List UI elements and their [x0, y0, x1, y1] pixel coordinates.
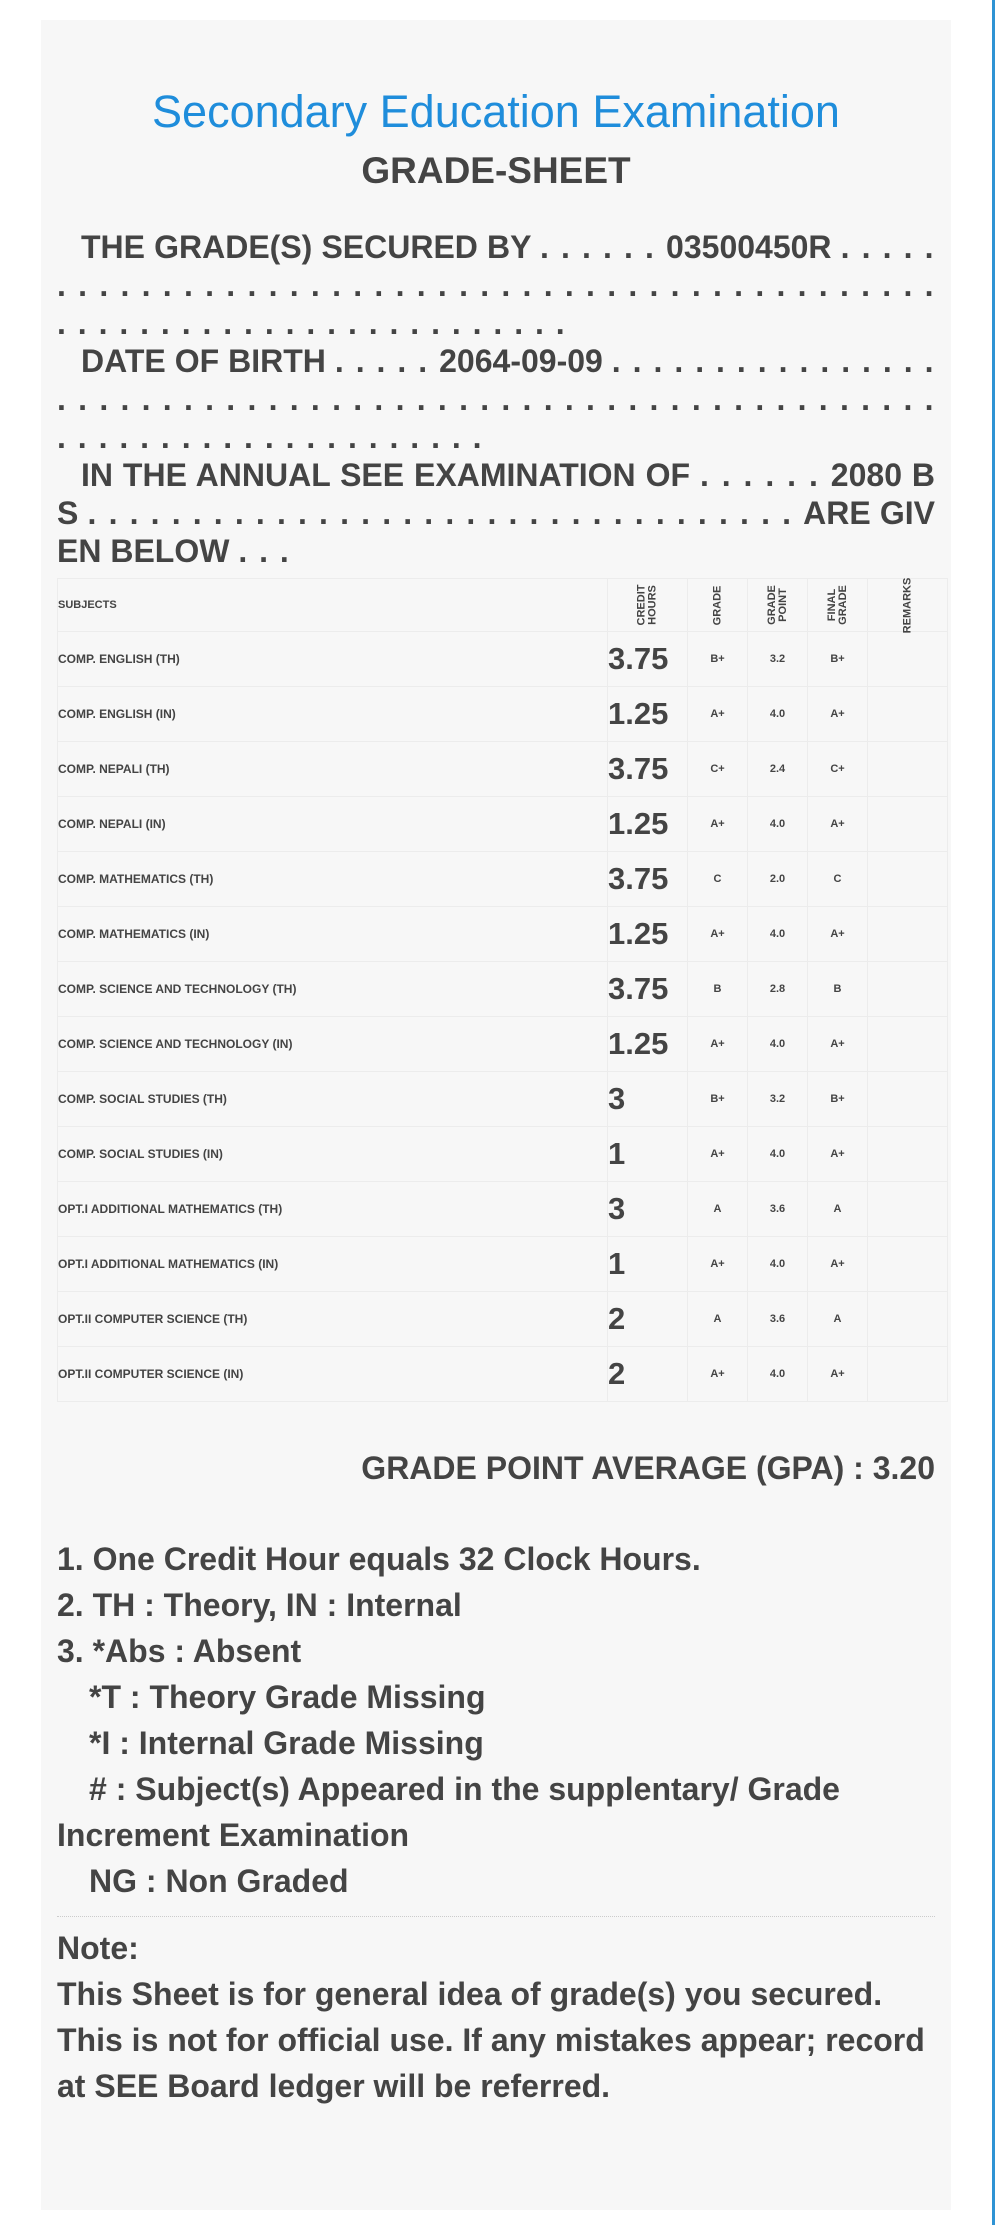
- subject-cell: COMP. MATHEMATICS (TH): [58, 852, 608, 907]
- remarks-cell: [868, 962, 948, 1017]
- remarks-cell: [868, 1347, 948, 1402]
- credit-hours-header: CREDIT HOURS: [608, 579, 688, 632]
- table-row: [58, 1237, 948, 1292]
- credit-cell: 3: [608, 1072, 688, 1127]
- final-grade-cell: A+: [808, 1347, 868, 1402]
- credit-cell: 3.75: [608, 962, 688, 1017]
- divider: [57, 1916, 935, 1917]
- final-grade-cell: A+: [808, 1237, 868, 1292]
- table-row: [58, 1072, 948, 1127]
- final-grade-cell: A+: [808, 687, 868, 742]
- dob-label: DATE OF BIRTH: [81, 343, 326, 379]
- table-row: [58, 1182, 948, 1237]
- symbol-number: 03500450R: [666, 229, 832, 265]
- table-row: [58, 907, 948, 962]
- grade-cell: A+: [688, 1017, 748, 1072]
- grade-point-cell: 4.0: [748, 1347, 808, 1402]
- subject-cell: COMP. SCIENCE AND TECHNOLOGY (TH): [58, 962, 608, 1017]
- table-row: [58, 1292, 948, 1347]
- credit-cell: 3.75: [608, 852, 688, 907]
- grade-point-cell: 4.0: [748, 687, 808, 742]
- grade-cell: A+: [688, 1127, 748, 1182]
- legend-line: 3. *Abs : Absent: [57, 1633, 302, 1669]
- grade-cell: A+: [688, 687, 748, 742]
- note-label: Note:: [57, 1930, 139, 1966]
- exam-label: IN THE ANNUAL SEE EXAMINATION OF: [81, 457, 691, 493]
- exam-suffix: ARE GIVEN BELOW: [57, 495, 936, 569]
- subject-cell: OPT.II COMPUTER SCIENCE (TH): [58, 1292, 608, 1347]
- final-grade-cell: C+: [808, 742, 868, 797]
- grade-cell: B: [688, 962, 748, 1017]
- subject-cell: OPT.II COMPUTER SCIENCE (IN): [58, 1347, 608, 1402]
- remarks-cell: [868, 1237, 948, 1292]
- credit-cell: 1.25: [608, 907, 688, 962]
- subject-cell: COMP. SCIENCE AND TECHNOLOGY (IN): [58, 1017, 608, 1072]
- credit-cell: 1.25: [608, 687, 688, 742]
- table-header-row: [58, 579, 948, 632]
- final-grade-cell: A+: [808, 797, 868, 852]
- grade-point-header: GRADE POINT: [748, 579, 808, 632]
- grade-point-cell: 3.2: [748, 632, 808, 687]
- final-grade-cell: A: [808, 1292, 868, 1347]
- table-row: [58, 1347, 948, 1402]
- legend-line: NG : Non Graded: [89, 1863, 349, 1899]
- final-grade-cell: B: [808, 962, 868, 1017]
- note-section: [57, 1925, 935, 2109]
- grade-cell: A+: [688, 797, 748, 852]
- grade-point-cell: 4.0: [748, 1017, 808, 1072]
- dob-value: 2064-09-09: [439, 343, 603, 379]
- note-text: This Sheet is for general idea of grade(s) you secured. This is not for official use. If any mistakes appear; record at SEE Board ledger will be referred.: [57, 1976, 925, 2104]
- grade-point-cell: 3.6: [748, 1182, 808, 1237]
- table-row: [58, 797, 948, 852]
- table-row: [58, 962, 948, 1017]
- grade-point-cell: 2.4: [748, 742, 808, 797]
- final-grade-cell: C: [808, 852, 868, 907]
- final-grade-cell: A+: [808, 907, 868, 962]
- credit-cell: 1: [608, 1127, 688, 1182]
- table-row: [58, 632, 948, 687]
- remarks-cell: [868, 1182, 948, 1237]
- grade-point-cell: 3.2: [748, 1072, 808, 1127]
- credit-cell: 1.25: [608, 1017, 688, 1072]
- remarks-header: REMARKS: [868, 579, 948, 632]
- remarks-cell: [868, 1292, 948, 1347]
- remarks-cell: [868, 852, 948, 907]
- legend: [57, 1536, 935, 1904]
- grade-point-cell: 3.6: [748, 1292, 808, 1347]
- credit-cell: 3.75: [608, 632, 688, 687]
- grade-point-cell: 4.0: [748, 1237, 808, 1292]
- final-grade-cell: A+: [808, 1017, 868, 1072]
- grade-cell: B+: [688, 1072, 748, 1127]
- legend-line: *T : Theory Grade Missing: [89, 1679, 486, 1715]
- remarks-cell: [868, 632, 948, 687]
- table-row: [58, 1127, 948, 1182]
- credit-cell: 3.75: [608, 742, 688, 797]
- grade-cell: A+: [688, 1347, 748, 1402]
- table-row: [58, 1017, 948, 1072]
- remarks-cell: [868, 797, 948, 852]
- final-grade-cell: A: [808, 1182, 868, 1237]
- credit-cell: 3: [608, 1182, 688, 1237]
- grade-cell: B+: [688, 632, 748, 687]
- credit-cell: 1: [608, 1237, 688, 1292]
- final-grade-header: FINAL GRADE: [808, 579, 868, 632]
- subject-cell: COMP. NEPALI (TH): [58, 742, 608, 797]
- table-row: [58, 852, 948, 907]
- legend-line: # : Subject(s) Appeared in the supplentary/ Grade Increment Examination: [57, 1771, 840, 1853]
- table-row: [58, 687, 948, 742]
- page-title: Secondary Education Examination: [152, 86, 840, 137]
- credit-cell: 1.25: [608, 797, 688, 852]
- secured-by-line: THE GRADE(S) SECURED BY . . . . . . 03500450R . . . . . . . . . . . . . . . . . . . . . . . . . . . . . . . . . . . . . . . . . . . . . . . . . . . . . . . . . . . . . . . . . . . . . . . .: [57, 229, 936, 341]
- final-grade-cell: B+: [808, 1072, 868, 1127]
- final-grade-cell: A+: [808, 1127, 868, 1182]
- subject-cell: COMP. SOCIAL STUDIES (TH): [58, 1072, 608, 1127]
- grade-point-cell: 2.8: [748, 962, 808, 1017]
- remarks-cell: [868, 687, 948, 742]
- grade-cell: C: [688, 852, 748, 907]
- grade-cell: A+: [688, 907, 748, 962]
- subject-cell: COMP. SOCIAL STUDIES (IN): [58, 1127, 608, 1182]
- grade-point-cell: 4.0: [748, 1127, 808, 1182]
- legend-line: 1. One Credit Hour equals 32 Clock Hours.: [57, 1541, 701, 1577]
- grade-header: GRADE: [688, 579, 748, 632]
- grade-cell: A: [688, 1182, 748, 1237]
- subject-cell: COMP. ENGLISH (TH): [58, 632, 608, 687]
- subject-cell: COMP. NEPALI (IN): [58, 797, 608, 852]
- grades-table: [57, 578, 948, 1402]
- remarks-cell: [868, 1017, 948, 1072]
- table-row: [58, 742, 948, 797]
- subject-cell: OPT.I ADDITIONAL MATHEMATICS (TH): [58, 1182, 608, 1237]
- grade-cell: C+: [688, 742, 748, 797]
- exam-line: IN THE ANNUAL SEE EXAMINATION OF . . . . . . 2080 BS . . . . . . . . . . . . . . . . . . . . . . . . . . . . . . . . . . ARE GIVEN BELOW . . .: [57, 457, 936, 569]
- grade-point-cell: 4.0: [748, 907, 808, 962]
- subject-cell: COMP. ENGLISH (IN): [58, 687, 608, 742]
- secured-by-label: THE GRADE(S) SECURED BY: [81, 229, 531, 265]
- credit-cell: 2: [608, 1347, 688, 1402]
- grade-sheet-card: [41, 20, 951, 2210]
- remarks-cell: [868, 1127, 948, 1182]
- subjects-header: SUBJECTS: [58, 579, 608, 632]
- final-grade-cell: B+: [808, 632, 868, 687]
- subject-cell: COMP. MATHEMATICS (IN): [58, 907, 608, 962]
- gpa-summary: GRADE POINT AVERAGE (GPA) : 3.20: [361, 1450, 935, 1486]
- grade-point-cell: 2.0: [748, 852, 808, 907]
- remarks-cell: [868, 1072, 948, 1127]
- exam-year: 2080 BS: [57, 457, 936, 531]
- legend-line: 2. TH : Theory, IN : Internal: [57, 1587, 462, 1623]
- page-subtitle: GRADE-SHEET: [361, 150, 631, 191]
- grade-cell: A+: [688, 1237, 748, 1292]
- dob-line: DATE OF BIRTH . . . . . 2064-09-09 . . . . . . . . . . . . . . . . . . . . . . . . . . . . . . . . . . . . . . . . . . . . . . . . . . . . . . . . . . . . . . . . . . . . . . . . . . . . . . .: [57, 343, 936, 455]
- subject-cell: OPT.I ADDITIONAL MATHEMATICS (IN): [58, 1237, 608, 1292]
- credit-cell: 2: [608, 1292, 688, 1347]
- remarks-cell: [868, 742, 948, 797]
- remarks-cell: [868, 907, 948, 962]
- grade-point-cell: 4.0: [748, 797, 808, 852]
- grade-cell: A: [688, 1292, 748, 1347]
- legend-line: *I : Internal Grade Missing: [89, 1725, 484, 1761]
